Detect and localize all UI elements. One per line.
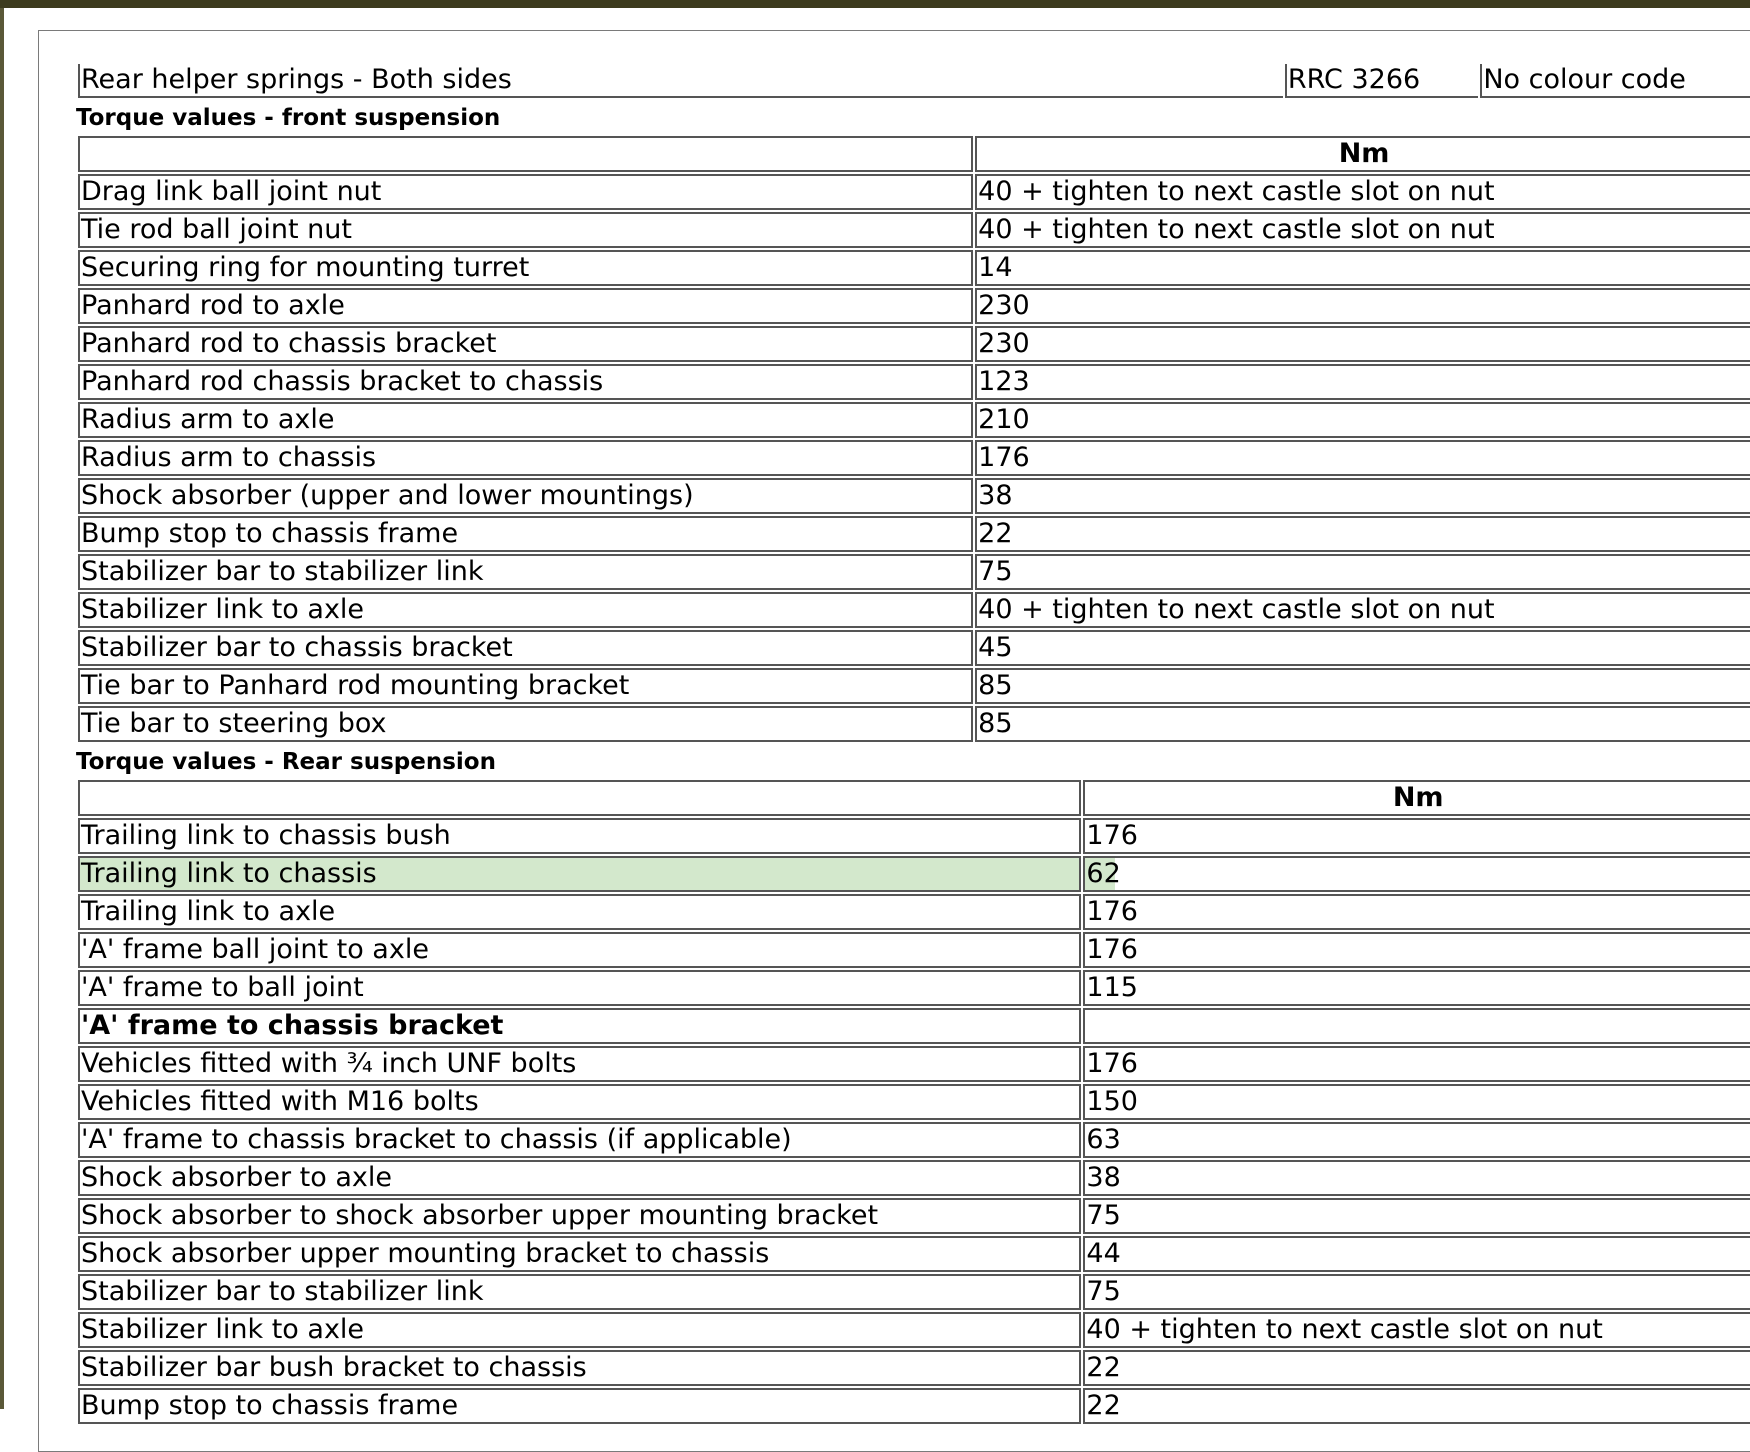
torque-value-cell: 38 [975, 478, 1750, 514]
component-cell: Tie bar to Panhard rod mounting bracket [78, 668, 973, 704]
rear-suspension-table [76, 778, 1750, 1426]
torque-value-cell: 176 [1083, 932, 1750, 968]
table-row [78, 856, 1750, 892]
table-row [78, 250, 1750, 286]
component-cell: 'A' frame to ball joint [78, 970, 1081, 1006]
component-cell: 'A' frame ball joint to axle [78, 932, 1081, 968]
table-row [78, 706, 1750, 742]
component-cell: 'A' frame to chassis bracket to chassis (if applicable) [78, 1122, 1081, 1158]
torque-value-cell: 40 + tighten to next castle slot on nut [975, 592, 1750, 628]
component-cell: Stabilizer link to axle [78, 592, 973, 628]
table-row [78, 668, 1750, 704]
front-suspension-table [76, 134, 1750, 744]
torque-value-cell: 75 [975, 554, 1750, 590]
table-row [78, 364, 1750, 400]
table-row [78, 818, 1750, 854]
component-cell: Panhard rod to chassis bracket [78, 326, 973, 362]
part-row-table [76, 62, 1750, 100]
component-cell: Bump stop to chassis frame [78, 516, 973, 552]
component-cell: Radius arm to chassis [78, 440, 973, 476]
table-row [78, 932, 1750, 968]
table-row [78, 1122, 1750, 1158]
component-cell: Stabilizer link to axle [78, 1312, 1081, 1348]
component-cell: Shock absorber upper mounting bracket to chassis [78, 1236, 1081, 1272]
nm-header: Nm [975, 136, 1750, 172]
torque-value-cell: 176 [1083, 1046, 1750, 1082]
component-cell: Drag link ball joint nut [78, 174, 973, 210]
component-cell: Tie rod ball joint nut [78, 212, 973, 248]
component-cell: Shock absorber to shock absorber upper mounting bracket [78, 1198, 1081, 1234]
part-description: Rear helper springs - Both sides [78, 64, 1283, 98]
table-row [78, 440, 1750, 476]
component-cell: Panhard rod chassis bracket to chassis [78, 364, 973, 400]
item-header [78, 136, 973, 172]
table-row [78, 894, 1750, 930]
table-row [78, 1084, 1750, 1120]
nm-header: Nm [1083, 780, 1750, 816]
component-cell: Bump stop to chassis frame [78, 1388, 1081, 1424]
item-header [78, 780, 1081, 816]
torque-value-cell: 62 [1083, 856, 1750, 892]
table-row [78, 1198, 1750, 1234]
torque-value-cell: 45 [975, 630, 1750, 666]
component-cell: Stabilizer bar bush bracket to chassis [78, 1350, 1081, 1386]
torque-value-cell: 38 [1083, 1160, 1750, 1196]
torque-value-cell: 22 [1083, 1388, 1750, 1424]
torque-value-cell: 22 [1083, 1350, 1750, 1386]
torque-value-cell: 75 [1083, 1198, 1750, 1234]
table-row [78, 516, 1750, 552]
component-cell: Tie bar to steering box [78, 706, 973, 742]
table-row [78, 970, 1750, 1006]
torque-value-cell: 176 [975, 440, 1750, 476]
torque-value-cell: 230 [975, 326, 1750, 362]
torque-value-cell: 115 [1083, 970, 1750, 1006]
torque-value-cell: 176 [1083, 818, 1750, 854]
front-suspension-title: Torque values - front suspension [76, 105, 501, 131]
torque-value-cell: 150 [1083, 1084, 1750, 1120]
torque-value-cell: 40 + tighten to next castle slot on nut [975, 212, 1750, 248]
window-top-bar [0, 0, 1750, 8]
component-cell: 'A' frame to chassis bracket [78, 1008, 1081, 1044]
table-row [78, 1312, 1750, 1348]
component-cell: Radius arm to axle [78, 402, 973, 438]
component-cell: Shock absorber to axle [78, 1160, 1081, 1196]
table-row [78, 592, 1750, 628]
window-left-edge [0, 8, 4, 1409]
component-cell: Panhard rod to axle [78, 288, 973, 324]
torque-value-cell: 44 [1083, 1236, 1750, 1272]
table-row [78, 1274, 1750, 1310]
component-cell: Stabilizer bar to stabilizer link [78, 554, 973, 590]
colour-code: No colour code [1480, 64, 1750, 98]
component-cell: Trailing link to chassis [78, 856, 1081, 892]
table-row [78, 288, 1750, 324]
table-row [78, 1008, 1750, 1044]
component-cell: Trailing link to axle [78, 894, 1081, 930]
component-cell: Vehicles fitted with M16 bolts [78, 1084, 1081, 1120]
table-row [78, 212, 1750, 248]
torque-value-cell: 22 [975, 516, 1750, 552]
component-cell: Trailing link to chassis bush [78, 818, 1081, 854]
torque-value-cell: 176 [1083, 894, 1750, 930]
torque-value-cell: 40 + tighten to next castle slot on nut [1083, 1312, 1750, 1348]
torque-value-cell: 123 [975, 364, 1750, 400]
torque-value-cell: 75 [1083, 1274, 1750, 1310]
table-row [78, 174, 1750, 210]
table-header-row [78, 780, 1750, 816]
torque-value-cell: 14 [975, 250, 1750, 286]
torque-value-cell [1083, 1008, 1750, 1044]
table-row [78, 1046, 1750, 1082]
torque-value-cell: 85 [975, 706, 1750, 742]
table-row [78, 1236, 1750, 1272]
table-row [78, 630, 1750, 666]
table-row [78, 402, 1750, 438]
document-content [76, 62, 1750, 1426]
torque-value-cell: 40 + tighten to next castle slot on nut [975, 174, 1750, 210]
torque-value-cell: 230 [975, 288, 1750, 324]
torque-value-cell: 63 [1083, 1122, 1750, 1158]
table-header-row [78, 136, 1750, 172]
component-cell: Shock absorber (upper and lower mountings) [78, 478, 973, 514]
table-row [78, 326, 1750, 362]
table-row [78, 554, 1750, 590]
component-cell: Securing ring for mounting turret [78, 250, 973, 286]
component-cell: Stabilizer bar to chassis bracket [78, 630, 973, 666]
torque-value-cell: 210 [975, 402, 1750, 438]
part-row [78, 64, 1750, 98]
table-row [78, 1350, 1750, 1386]
table-row [78, 1160, 1750, 1196]
component-cell: Stabilizer bar to stabilizer link [78, 1274, 1081, 1310]
part-number: RRC 3266 [1285, 64, 1478, 98]
table-row [78, 478, 1750, 514]
component-cell: Vehicles fitted with ¾ inch UNF bolts [78, 1046, 1081, 1082]
table-row [78, 1388, 1750, 1424]
torque-value-cell: 85 [975, 668, 1750, 704]
rear-suspension-title: Torque values - Rear suspension [76, 749, 496, 775]
